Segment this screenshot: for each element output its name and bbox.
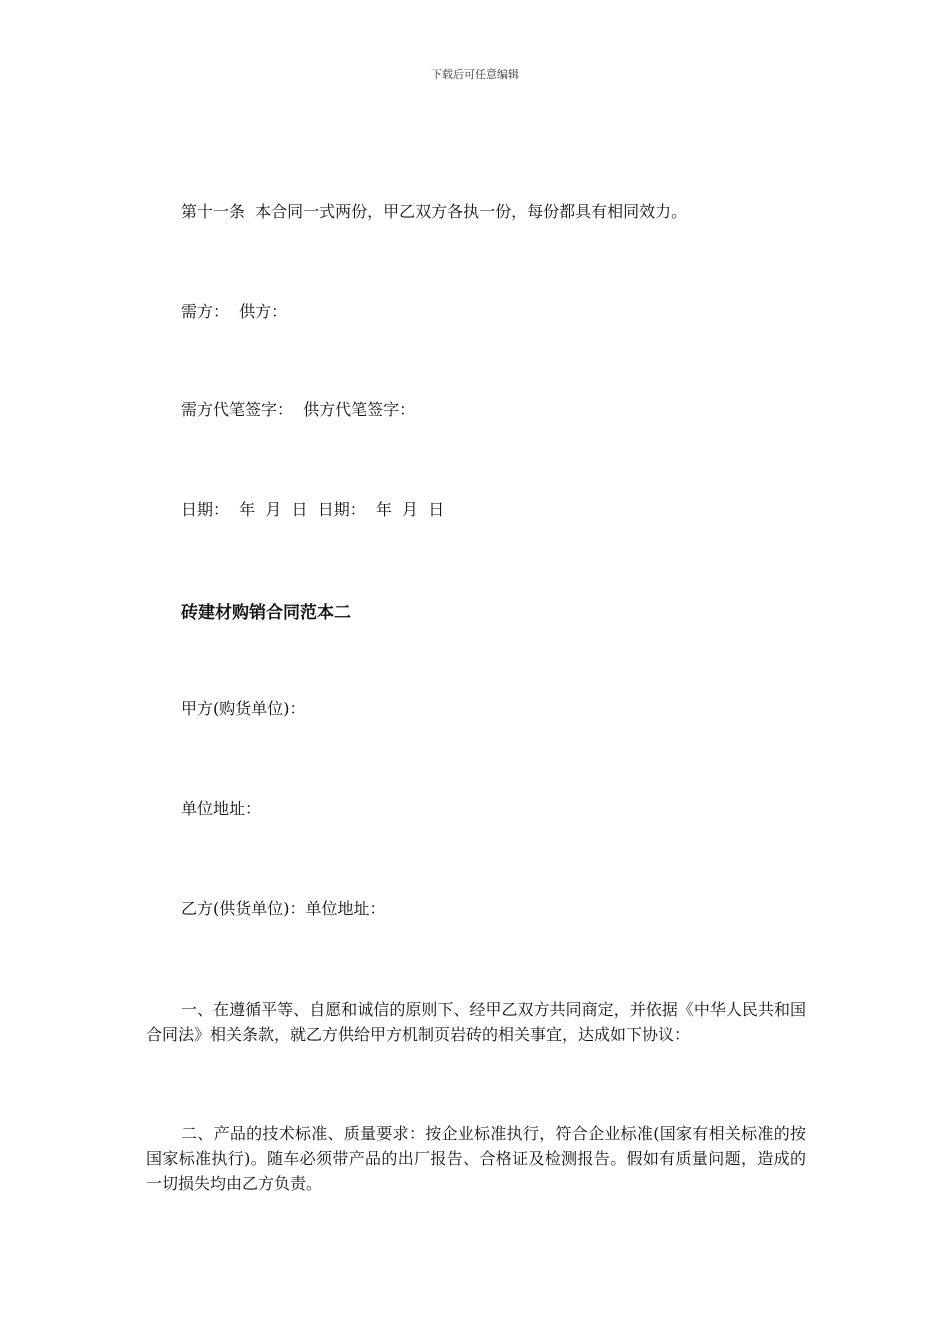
party-a-address-line: 单位地址： (181, 799, 262, 818)
page-header-note: 下载后可任意编辑 (431, 68, 519, 81)
party-a-line: 甲方(购货单位)： (181, 699, 306, 718)
parties-line: 需方： 供方： (181, 302, 288, 321)
article-11-text: 第十一条 本合同一式两份，甲乙双方各执一份，每份都具有相同效力。 (181, 202, 688, 221)
clause-2-paragraph: 二、产品的技术标准、质量要求：按企业标准执行，符合企业标准(国家有相关标准的按国家标准执行)。随车必须带产品的出厂报告、合格证及检测报告。假如有质量问题，造成的一切损失均由乙方负责。 (146, 1124, 806, 1193)
party-b-line: 乙方(供货单位)：单位地址： (181, 899, 386, 918)
date-line: 日期： 年 月 日 日期： 年 月 日 (181, 500, 445, 519)
clause-1-paragraph: 一、在遵循平等、自愿和诚信的原则下、经甲乙双方共同商定，并依据《中华人民共和国合同法》相关条款，就乙方供给甲方机制页岩砖的相关事宜，达成如下协议： (146, 1000, 806, 1044)
signature-line: 需方代笔签字： 供方代笔签字： (181, 400, 416, 419)
contract-title: 砖建材购销合同范本二 (181, 603, 351, 623)
